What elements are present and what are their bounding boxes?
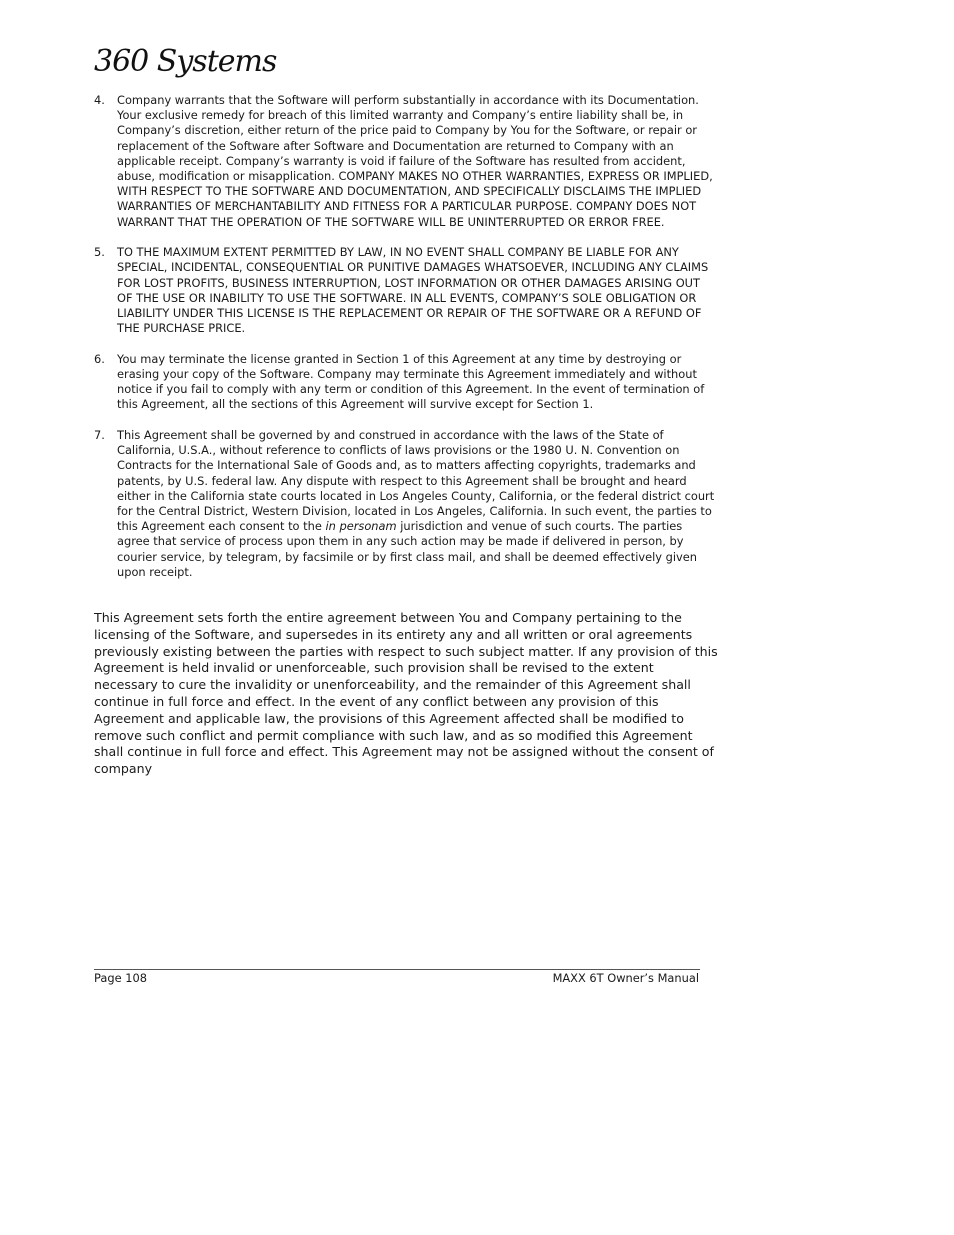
- list-item: [94, 428, 718, 580]
- company-logo: [94, 44, 277, 96]
- list-item-number: 6.: [94, 351, 105, 366]
- list-item-text: You may terminate the license granted in Section 1 of this Agreement at any time by destroying or erasing your copy of the Software. Company may terminate this Agreement immediately and without notice if you fail to comply with any term or condition of this Agreement. In the event of termination of this Agreement, all the sections of this Agreement will survive except for Section 1.: [117, 351, 705, 412]
- list-item: [94, 352, 718, 413]
- list-item-text: Company warrants that the Software will perform substantially in accordance with its Documentation. Your exclusive remedy for breach of this limited warranty and Company’s entire liability shall be, in Company’s discretion, either return of the price paid to Company by You for the Software, or repair or replacement of the Software after Software and Documentation are returned to Company with an applicable receipt. Company’s warranty is void if failure of the Software has resulted from accident, abuse, modification or misapplication. COMPANY MAKES NO OTHER WARRANTIES, EXPRESS OR IMPLIED, WITH RESPECT TO THE SOFTWARE AND DOCUMENTATION, AND SPECIFICALLY DISCLAIMS THE IMPLIED WARRANTIES OF MERCHANTABILITY AND FITNESS FOR A PARTICULAR PURPOSE. COMPANY DOES NOT WARRANT THAT THE OPERATION OF THE SOFTWARE WILL BE UNINTERRUPTED OR ERROR FREE.: [117, 93, 713, 229]
- license-terms-list: [94, 93, 718, 595]
- list-item-text-italic: in personam: [325, 519, 397, 534]
- list-item: [94, 93, 718, 230]
- closing-paragraph: This Agreement sets forth the entire agreement between You and Company pertaining to the licensing of the Software, and supersedes in its entirety any and all written or oral agreements previously existing between the parties with respect to such subject matter. If any provision of this Agreement is held invalid or unenforceable, such provision shall be revised to the extent necessary to cure the invalidity or unenforceability, and the remainder of this Agreement shall continue in full force and effect. In the event of any conflict between any provision of this Agreement and applicable law, the provisions of this Agreement affected shall be modified to remove such conflict and permit compliance with such law, and as so modified this Agreement shall continue in full force and effect. This Agreement may not be assigned without the consent of company: [94, 610, 718, 777]
- list-item-text-after: jurisdiction and venue of such courts. The parties agree that service of process upon them in any such action may be made if delivered in person, by courier service, by telegram, by facsimile or by first class mail, and shall be deemed effectively given upon receipt.: [117, 519, 697, 579]
- page-number: Page 108: [94, 971, 147, 985]
- list-item-text: TO THE MAXIMUM EXTENT PERMITTED BY LAW, IN NO EVENT SHALL COMPANY BE LIABLE FOR ANY SPECIAL, INCIDENTAL, CONSEQUENTIAL OR PUNITIVE DAMAGES WHATSOEVER, INCLUDING ANY CLAIMS FOR LOST PROFITS, BUSINESS INTERRUPTION, LOST INFORMATION OR OTHER DAMAGES ARISING OUT OF THE USE OR INABILITY TO USE THE SOFTWARE. IN ALL EVENTS, COMPANY’S SOLE OBLIGATION OR LIABILITY UNDER THIS LICENSE IS THE REPLACEMENT OR REPAIR OF THE SOFTWARE OR A REFUND OF THE PURCHASE PRICE.: [117, 245, 709, 336]
- list-item-number: 4.: [94, 93, 105, 107]
- list-item: [94, 245, 718, 336]
- list-item-number: 5.: [94, 245, 105, 260]
- company-logo-text: 360 Systems: [94, 44, 277, 79]
- footer-divider: [94, 969, 700, 970]
- list-item-text: [117, 428, 718, 580]
- manual-title: MAXX 6T Owner’s Manual: [552, 971, 699, 985]
- list-item-number: 7.: [94, 428, 105, 443]
- list-item-text-before: This Agreement shall be governed by and construed in accordance with the laws of the State of California, U.S.A., without reference to conflicts of laws provisions or the 1980 U. N. Convention on Contracts for the International Sale of Goods and, as to matters affecting copyrights, trademarks and patents, by U.S. federal law. Any dispute with respect to this Agreement shall be brought and heard either in the California state courts located in Los Angeles County, California, or the federal district court for the Central District, Western Division, located in Los Angeles, California. In such event, the parties to this Agreement each consent to the: [117, 428, 715, 534]
